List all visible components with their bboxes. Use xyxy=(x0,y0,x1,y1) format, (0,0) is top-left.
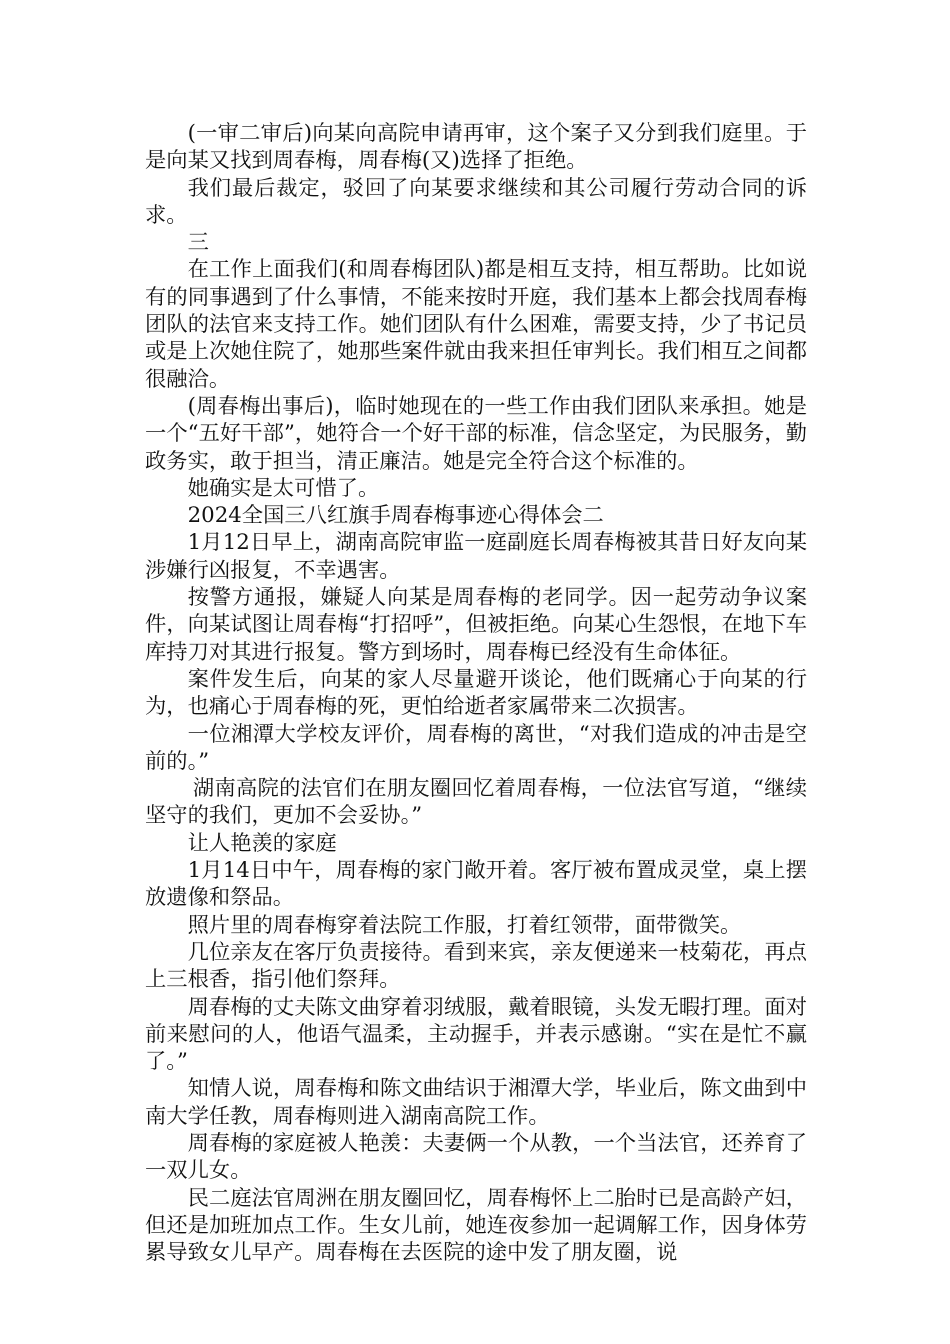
paragraph: 1月12日早上，湖南高院审监一庭副庭长周春梅被其昔日好友向某涉嫌行凶报复，不幸遇害。 xyxy=(145,530,807,583)
paragraph: (一审二审后)向某向高院申请再审，这个案子又分到我们庭里。于是向某又找到周春梅，周春梅(又)选择了拒绝。 xyxy=(145,121,807,174)
paragraph: 我们最后裁定，驳回了向某要求继续和其公司履行劳动合同的诉求。 xyxy=(145,175,807,228)
document-body xyxy=(145,120,807,1266)
paragraph: 一位湘潭大学校友评价，周春梅的离世，“对我们造成的冲击是空前的。” xyxy=(145,721,807,774)
subheading: 让人艳羡的家庭 xyxy=(187,830,337,856)
paragraph: 几位亲友在客厅负责接待。看到来宾，亲友便递来一枝菊花，再点上三根香，指引他们祭拜。 xyxy=(145,939,807,993)
paragraph: 按警方通报，嫌疑人向某是周春梅的老同学。因一起劳动争议案件，向某试图让周春梅“打招呼”，但被拒绝。向某心生怨恨，在地下车库持刀对其进行报复。警方到场时，周春梅已经没有生命体征。 xyxy=(145,585,807,665)
paragraph: 知情人说，周春梅和陈文曲结识于湘潭大学，毕业后，陈文曲到中南大学任教，周春梅则进入湖南高院工作。 xyxy=(145,1076,807,1129)
section-title: 2024全国三八红旗手周春梅事迹心得体会二 xyxy=(187,503,604,529)
paragraph: 湖南高院的法官们在朋友圈回忆着周春梅，一位法官写道，“继续坚守的我们，更加不会妥协。” xyxy=(145,776,807,829)
paragraph: 周春梅的丈夫陈文曲穿着羽绒服，戴着眼镜，头发无暇打理。面对前来慰问的人，他语气温柔，主动握手，并表示感谢。“实在是忙不赢了。” xyxy=(145,994,807,1075)
paragraph: 在工作上面我们(和周春梅团队)都是相互支持，相互帮助。比如说有的同事遇到了什么事情，不能来按时开庭，我们基本上都会找周春梅团队的法官来支持工作。她们团队有什么困难，需要支持，少了书记员或是上次她住院了，她那些案件就由我来担任审判长。我们相互之间都很融洽。 xyxy=(145,257,807,392)
paragraph: 1月14日中午，周春梅的家门敞开着。客厅被布置成灵堂，桌上摆放遗像和祭品。 xyxy=(145,858,807,911)
paragraph: 周春梅的家庭被人艳羡：夫妻俩一个从教，一个当法官，还养育了一双儿女。 xyxy=(145,1130,807,1184)
paragraph: 案件发生后，向某的家人尽量避开谈论，他们既痛心于向某的行为，也痛心于周春梅的死，更怕给逝者家属带来二次损害。 xyxy=(145,666,807,720)
paragraph: 照片里的周春梅穿着法院工作服，打着红领带，面带微笑。 xyxy=(187,912,742,938)
paragraph: 她确实是太可惜了。 xyxy=(187,475,380,501)
paragraph: 民二庭法官周洲在朋友圈回忆，周春梅怀上二胎时已是高龄产妇，但还是加班加点工作。生女儿前，她连夜参加一起调解工作，因身体劳累导致女儿早产。周春梅在去医院的途中发了朋友圈，说 xyxy=(145,1185,807,1266)
section-number: 三 xyxy=(187,230,209,256)
paragraph: (周春梅出事后)，临时她现在的一些工作由我们团队来承担。她是一个“五好干部”，她符合一个好干部的标准，信念坚定，为民服务，勤政务实，敢于担当，清正廉洁。她是完全符合这个标准的。 xyxy=(145,393,807,474)
